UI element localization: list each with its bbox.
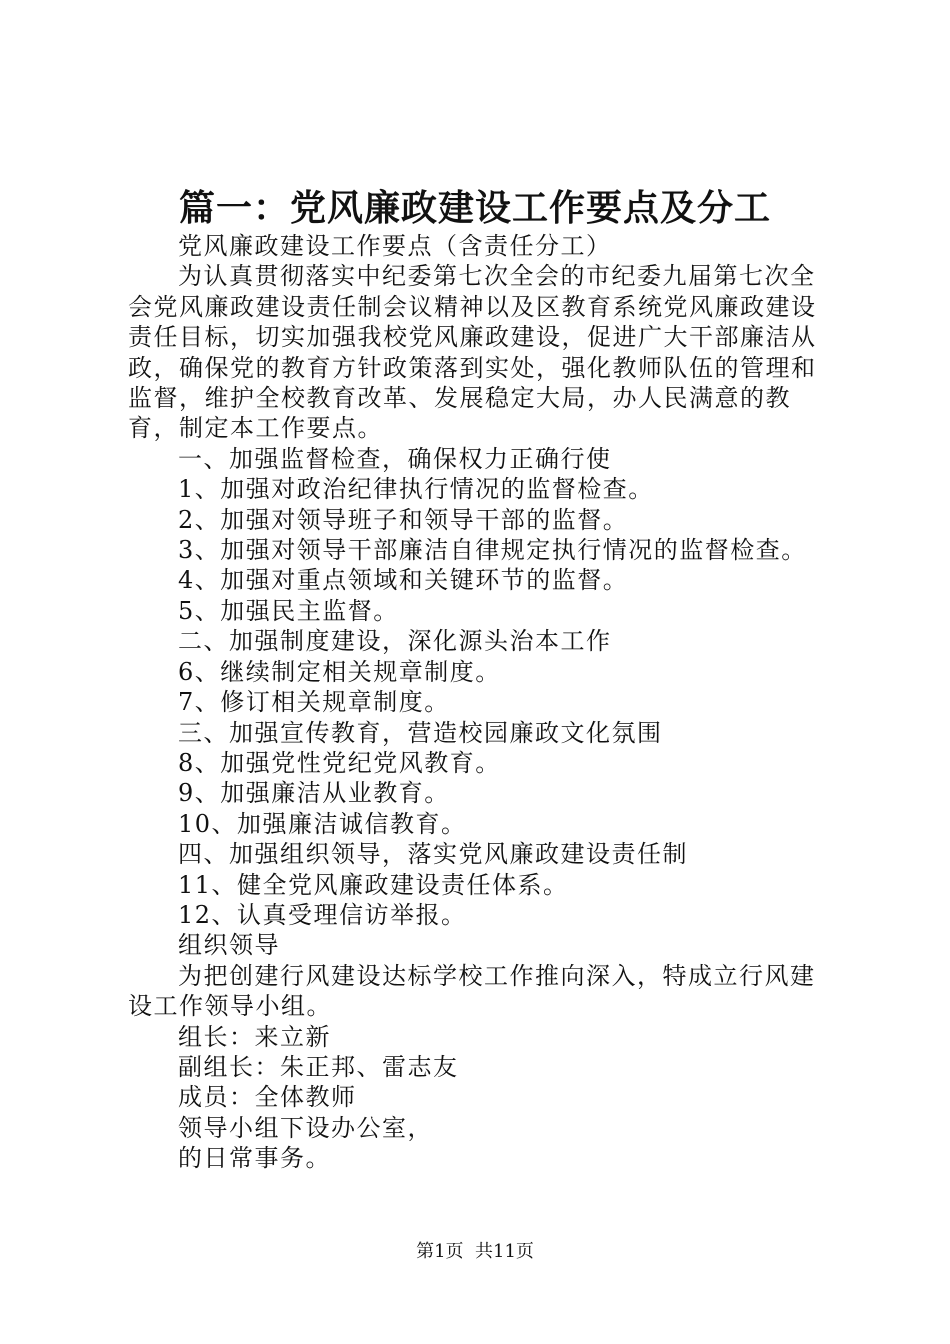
- list-item: 6、继续制定相关规章制度。: [178, 657, 501, 686]
- list-item: 11、健全党风廉政建设责任体系。: [178, 870, 569, 899]
- list-item: 3、加强对领导干部廉洁自律规定执行情况的监督检查。: [178, 536, 807, 565]
- organization-heading: 组织领导: [178, 931, 280, 960]
- list-item: 10、加强廉洁诚信教育。: [178, 809, 467, 838]
- section-heading-4: 四、加强组织领导，落实党风廉政建设责任制: [178, 840, 688, 869]
- page-footer: 第1页 共11页: [416, 1241, 534, 1262]
- members-line: 成员：全体教师: [178, 1083, 357, 1112]
- document-body: [128, 231, 840, 1174]
- list-item: 4、加强对重点领域和关键环节的监督。: [178, 566, 629, 595]
- affairs-line: 的日常事务。: [178, 1144, 331, 1173]
- organization-paragraph: 为把创建行风建设达标学校工作推向深入，特成立行风建设工作领导小组。: [128, 961, 816, 1021]
- deputy-leader-line: 副组长：朱正邦、雷志友: [178, 1052, 459, 1081]
- list-item: 2、加强对领导班子和领导干部的监督。: [178, 505, 629, 534]
- list-item: 8、加强党性党纪党风教育。: [178, 748, 501, 777]
- leader-line: 组长：来立新: [178, 1022, 331, 1051]
- document-title: 篇一：党风廉政建设工作要点及分工: [178, 187, 771, 229]
- list-item: 9、加强廉洁从业教育。: [178, 779, 450, 808]
- section-heading-2: 二、加强制度建设，深化源头治本工作: [178, 627, 612, 656]
- section-heading-1: 一、加强监督检查，确保权力正确行使: [178, 444, 612, 473]
- list-item: 7、修订相关规章制度。: [178, 688, 450, 717]
- section-heading-3: 三、加强宣传教育，营造校园廉政文化氛围: [178, 718, 663, 747]
- office-line: 领导小组下设办公室，: [178, 1113, 433, 1142]
- intro-paragraph: 为认真贯彻落实中纪委第七次全会的市纪委九届第七次全会党风廉政建设责任制会议精神以及区教育系统党风廉政建设责任目标，切实加强我校党风廉政建设，促进广大干部廉洁从政，确保党的教育方针政策落到实处，强化教师队伍的管理和监督，维护全校教育改革、发展稳定大局，办人民满意的教育，制定本工作要点。: [128, 262, 817, 443]
- list-item: 1、加强对政治纪律执行情况的监督检查。: [178, 475, 654, 504]
- subtitle-paragraph: 党风廉政建设工作要点（含责任分工）: [178, 232, 612, 260]
- list-item: 5、加强民主监督。: [178, 596, 399, 625]
- list-item: 12、认真受理信访举报。: [178, 900, 467, 929]
